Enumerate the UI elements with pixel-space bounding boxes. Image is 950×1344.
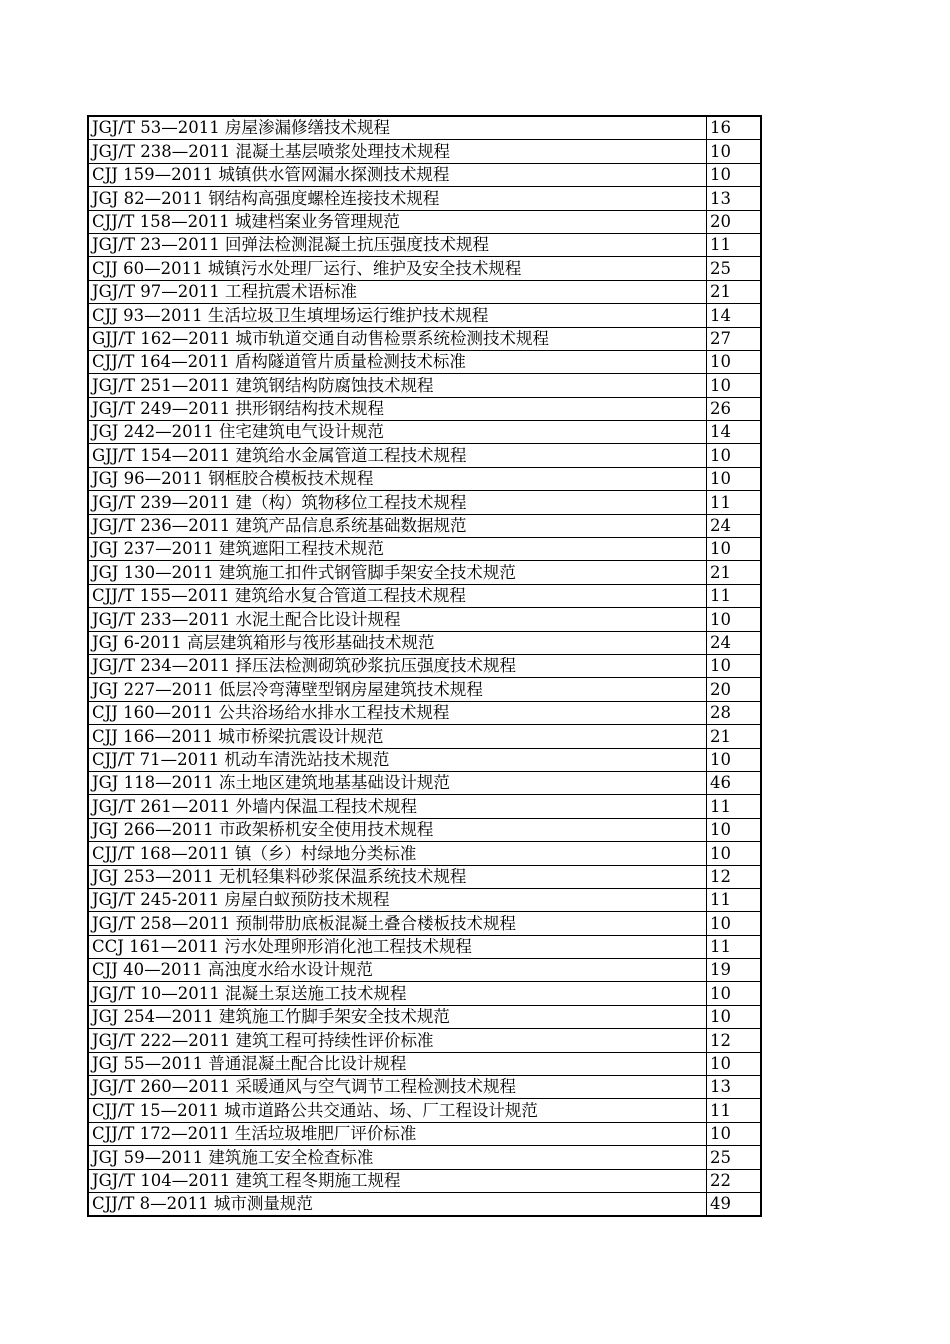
standard-title-cell[interactable]: CJJ 166—2011 城市桥梁抗震设计规范: [88, 725, 707, 748]
table-row: [88, 935, 761, 958]
table-row: [88, 1005, 761, 1028]
standard-title-cell[interactable]: CCJ 161—2011 污水处理卵形消化池工程技术规程: [88, 935, 707, 958]
table-row: [88, 140, 761, 163]
table-row: [88, 187, 761, 210]
table-row: [88, 608, 761, 631]
page-count-cell[interactable]: 21: [707, 280, 762, 303]
standard-title-cell[interactable]: CJJ 93—2011 生活垃圾卫生填埋场运行维护技术规程: [88, 304, 707, 327]
page-count-cell[interactable]: 11: [707, 491, 762, 514]
table-row: [88, 725, 761, 748]
page-count-cell[interactable]: 28: [707, 701, 762, 724]
standard-title-cell[interactable]: JGJ 59—2011 建筑施工安全检查标准: [88, 1146, 707, 1169]
table-row: [88, 631, 761, 654]
page-count-cell[interactable]: 16: [707, 116, 762, 140]
table-row: [88, 257, 761, 280]
standard-title-cell[interactable]: CJJ 60—2011 城镇污水处理厂运行、维护及安全技术规程: [88, 257, 707, 280]
standard-title-cell[interactable]: JGJ 266—2011 市政架桥机安全使用技术规程: [88, 818, 707, 841]
table-row: [88, 654, 761, 677]
table-row: [88, 444, 761, 467]
table-row: [88, 561, 761, 584]
table-row: [88, 959, 761, 982]
page-count-cell[interactable]: 46: [707, 771, 762, 794]
standard-title-cell[interactable]: JGJ 253—2011 无机轻集料砂浆保温系统技术规程: [88, 865, 707, 888]
table-row: [88, 842, 761, 865]
standard-title-cell[interactable]: JGJ/T 23—2011 回弹法检测混凝土抗压强度技术规程: [88, 233, 707, 256]
table-row: [88, 1029, 761, 1052]
page-count-cell[interactable]: 13: [707, 1076, 762, 1099]
page-count-cell[interactable]: 25: [707, 1146, 762, 1169]
page-count-cell[interactable]: 10: [707, 163, 762, 186]
table-row: [88, 865, 761, 888]
table-row: [88, 1146, 761, 1169]
table-row: [88, 467, 761, 490]
standard-title-cell[interactable]: JGJ/T 97—2011 工程抗震术语标准: [88, 280, 707, 303]
page-count-cell[interactable]: 10: [707, 654, 762, 677]
page-count-cell[interactable]: 26: [707, 397, 762, 420]
table-row: [88, 912, 761, 935]
table-row: [88, 701, 761, 724]
page-count-cell[interactable]: 14: [707, 421, 762, 444]
page-count-cell[interactable]: 10: [707, 818, 762, 841]
page-count-cell[interactable]: 10: [707, 1122, 762, 1145]
table-row: [88, 116, 761, 140]
standard-title-cell[interactable]: CJJ 160—2011 公共浴场给水排水工程技术规程: [88, 701, 707, 724]
standard-title-cell[interactable]: JGJ/T 236—2011 建筑产品信息系统基础数据规范: [88, 514, 707, 537]
table-row: [88, 678, 761, 701]
table-row: [88, 771, 761, 794]
standard-title-cell[interactable]: JGJ/T 238—2011 混凝土基层喷浆处理技术规程: [88, 140, 707, 163]
page-count-cell[interactable]: 10: [707, 444, 762, 467]
table-row: [88, 1099, 761, 1122]
standard-title-cell[interactable]: CJJ/T 15—2011 城市道路公共交通站、场、厂工程设计规范: [88, 1099, 707, 1122]
standard-title-cell[interactable]: JGJ/T 261—2011 外墙内保温工程技术规程: [88, 795, 707, 818]
standard-title-cell[interactable]: CJJ/T 8—2011 城市测量规范: [88, 1192, 707, 1216]
table-row: [88, 1122, 761, 1145]
page-count-cell[interactable]: 10: [707, 748, 762, 771]
page-count-cell[interactable]: 21: [707, 561, 762, 584]
page-count-cell[interactable]: 13: [707, 187, 762, 210]
standard-title-cell[interactable]: JGJ/T 233—2011 水泥土配合比设计规程: [88, 608, 707, 631]
standard-title-cell[interactable]: JGJ/T 249—2011 拱形钢结构技术规程: [88, 397, 707, 420]
table-row: [88, 1192, 761, 1216]
table-row: [88, 163, 761, 186]
table-row: [88, 584, 761, 607]
standard-title-cell[interactable]: GJJ/T 162—2011 城市轨道交通自动售检票系统检测技术规程: [88, 327, 707, 350]
page-count-cell[interactable]: 24: [707, 514, 762, 537]
standard-title-cell[interactable]: JGJ/T 251—2011 建筑钢结构防腐蚀技术规程: [88, 374, 707, 397]
page-count-cell[interactable]: 25: [707, 257, 762, 280]
table-row: [88, 1052, 761, 1075]
table-row: [88, 982, 761, 1005]
standard-title-cell[interactable]: JGJ/T 10—2011 混凝土泵送施工技术规程: [88, 982, 707, 1005]
table-row: [88, 818, 761, 841]
standard-title-cell[interactable]: JGJ 96—2011 钢框胶合模板技术规程: [88, 467, 707, 490]
page-count-cell[interactable]: 11: [707, 584, 762, 607]
page-count-cell[interactable]: 10: [707, 1005, 762, 1028]
table-row: [88, 1076, 761, 1099]
standard-title-cell[interactable]: CJJ/T 164—2011 盾构隧道管片质量检测技术标准: [88, 350, 707, 373]
page-count-cell[interactable]: 10: [707, 842, 762, 865]
table-row: [88, 210, 761, 233]
page-count-cell[interactable]: 20: [707, 210, 762, 233]
standard-title-cell[interactable]: JGJ/T 104—2011 建筑工程冬期施工规程: [88, 1169, 707, 1192]
table-row: [88, 1169, 761, 1192]
standard-title-cell[interactable]: JGJ/T 239—2011 建（构）筑物移位工程技术规程: [88, 491, 707, 514]
standard-title-cell[interactable]: JGJ 227—2011 低层冷弯薄壁型钢房屋建筑技术规程: [88, 678, 707, 701]
standard-title-cell[interactable]: JGJ 130—2011 建筑施工扣件式钢管脚手架安全技术规范: [88, 561, 707, 584]
page-count-cell[interactable]: 11: [707, 1099, 762, 1122]
standard-title-cell[interactable]: JGJ 82—2011 钢结构高强度螺栓连接技术规程: [88, 187, 707, 210]
standard-title-cell[interactable]: JGJ 237—2011 建筑遮阳工程技术规范: [88, 538, 707, 561]
standard-title-cell[interactable]: CJJ/T 168—2011 镇（乡）村绿地分类标准: [88, 842, 707, 865]
page-count-cell[interactable]: 27: [707, 327, 762, 350]
page-count-cell[interactable]: 20: [707, 678, 762, 701]
page-count-cell[interactable]: 11: [707, 935, 762, 958]
page-count-cell[interactable]: 49: [707, 1192, 762, 1216]
standard-title-cell[interactable]: CJJ/T 155—2011 建筑给水复合管道工程技术规程: [88, 584, 707, 607]
standard-title-cell[interactable]: JGJ/T 245-2011 房屋白蚁预防技术规程: [88, 888, 707, 911]
page-count-cell[interactable]: 24: [707, 631, 762, 654]
page-count-cell[interactable]: 22: [707, 1169, 762, 1192]
standard-title-cell[interactable]: JGJ 55—2011 普通混凝土配合比设计规程: [88, 1052, 707, 1075]
page-count-cell[interactable]: 11: [707, 233, 762, 256]
page-count-cell[interactable]: 10: [707, 467, 762, 490]
table-row: [88, 397, 761, 420]
standards-table: [87, 115, 762, 1217]
standard-title-cell[interactable]: JGJ 254—2011 建筑施工竹脚手架安全技术规范: [88, 1005, 707, 1028]
standard-title-cell[interactable]: JGJ 242—2011 住宅建筑电气设计规范: [88, 421, 707, 444]
page-count-cell[interactable]: 10: [707, 608, 762, 631]
page-count-cell[interactable]: 10: [707, 982, 762, 1005]
table-row: [88, 491, 761, 514]
table-row: [88, 795, 761, 818]
standard-title-cell[interactable]: CJJ/T 172—2011 生活垃圾堆肥厂评价标准: [88, 1122, 707, 1145]
standard-title-cell[interactable]: JGJ/T 222—2011 建筑工程可持续性评价标准: [88, 1029, 707, 1052]
table-row: [88, 327, 761, 350]
table-row: [88, 421, 761, 444]
page-count-cell[interactable]: 10: [707, 374, 762, 397]
standard-title-cell[interactable]: JGJ 118—2011 冻土地区建筑地基基础设计规范: [88, 771, 707, 794]
table-row: [88, 514, 761, 537]
standard-title-cell[interactable]: JGJ/T 53—2011 房屋渗漏修缮技术规程: [88, 116, 707, 140]
page-count-cell[interactable]: 10: [707, 140, 762, 163]
page-count-cell[interactable]: 11: [707, 888, 762, 911]
standard-title-cell[interactable]: JGJ/T 258—2011 预制带肋底板混凝土叠合楼板技术规程: [88, 912, 707, 935]
standard-title-cell[interactable]: CJJ 40—2011 高浊度水给水设计规范: [88, 959, 707, 982]
table-row: [88, 888, 761, 911]
table-row: [88, 280, 761, 303]
standard-title-cell[interactable]: JGJ/T 234—2011 择压法检测砌筑砂浆抗压强度技术规程: [88, 654, 707, 677]
standard-title-cell[interactable]: JGJ 6-2011 高层建筑箱形与筏形基础技术规范: [88, 631, 707, 654]
page-count-cell[interactable]: 11: [707, 795, 762, 818]
standard-title-cell[interactable]: CJJ 159—2011 城镇供水管网漏水探测技术规程: [88, 163, 707, 186]
page-count-cell[interactable]: 21: [707, 725, 762, 748]
table-row: [88, 374, 761, 397]
page-count-cell[interactable]: 12: [707, 865, 762, 888]
standards-table-body: [88, 116, 761, 1216]
page-count-cell[interactable]: 14: [707, 304, 762, 327]
standard-title-cell[interactable]: CJJ/T 158—2011 城建档案业务管理规范: [88, 210, 707, 233]
standard-title-cell[interactable]: JGJ/T 260—2011 采暖通风与空气调节工程检测技术规程: [88, 1076, 707, 1099]
page-count-cell[interactable]: 10: [707, 1052, 762, 1075]
page-count-cell[interactable]: 10: [707, 350, 762, 373]
standard-title-cell[interactable]: CJJ/T 71—2011 机动车清洗站技术规范: [88, 748, 707, 771]
page-count-cell[interactable]: 19: [707, 959, 762, 982]
table-row: [88, 538, 761, 561]
page-count-cell[interactable]: 12: [707, 1029, 762, 1052]
page-count-cell[interactable]: 10: [707, 912, 762, 935]
table-row: [88, 233, 761, 256]
table-row: [88, 304, 761, 327]
page-count-cell[interactable]: 10: [707, 538, 762, 561]
table-row: [88, 350, 761, 373]
standard-title-cell[interactable]: GJJ/T 154—2011 建筑给水金属管道工程技术规程: [88, 444, 707, 467]
table-row: [88, 748, 761, 771]
